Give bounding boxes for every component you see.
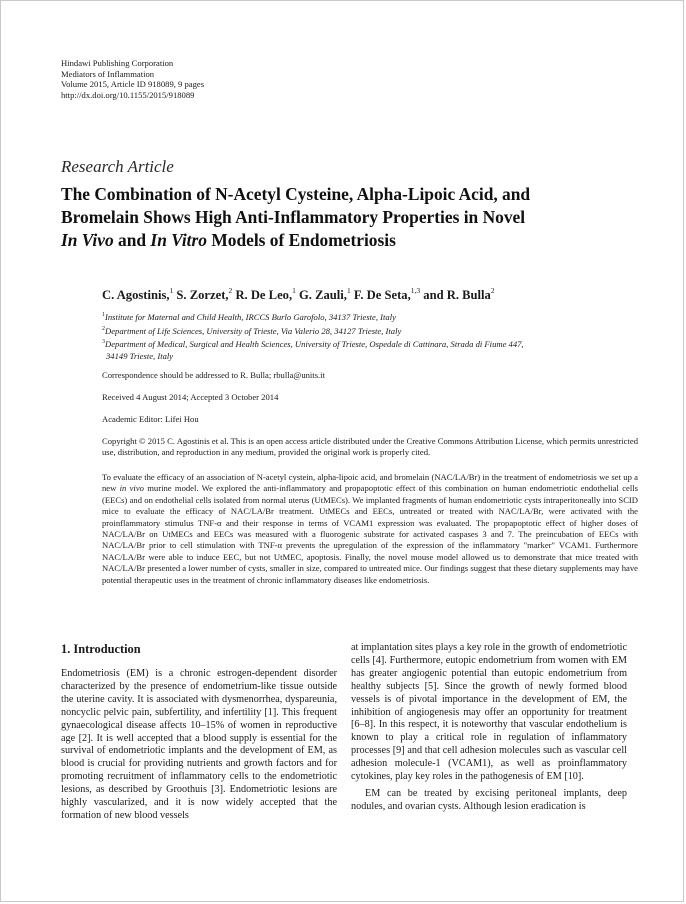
title-rest: Models of Endometriosis [206,230,396,250]
left-column [61,642,337,823]
correspondence: Correspondence should be addressed to R. Bulla; rbulla@units.it [102,370,325,380]
author: F. De Seta, [350,288,411,302]
affil-text: Institute for Maternal and Child Health, IRCCS Burlo Garofolo, 34137 Trieste, Italy [105,312,396,322]
intro-paragraph-2: EM can be treated by excising peritoneal implants, deep nodules, and ovarian cysts. Although lesion eradication is [351,787,627,812]
author: C. Agostinis, [102,288,170,302]
affiliations [102,310,642,362]
author-affil-sup: 2 [228,286,233,295]
academic-editor: Academic Editor: Lifei Hou [102,414,199,424]
copyright-notice: Copyright © 2015 C. Agostinis et al. This is an open access article distributed under the Creative Commons Attribution License, which permits unrestricted use, distribution, and reproduction in any medium, provided the original work is properly cited. [102,436,638,458]
title-line-1: The Combination of N-Acetyl Cysteine, Alpha-Lipoic Acid, and [61,184,531,204]
article-type: Research Article [61,157,174,176]
journal-header [61,58,204,100]
affil-sup: 3 [102,339,105,346]
author-affil-sup: 1 [169,286,174,295]
affiliation-3-cont: 34149 Trieste, Italy [106,350,174,361]
abstract-text-a: To evaluate the efficacy of an association of N-acetyl cystein, alpha-lipoic acid, and bromelain (NAC/LA/Br) in the treatment of endometriosis we set up a new [102,472,638,494]
received-dates: Received 4 August 2014; Accepted 3 October 2014 [102,392,279,402]
title-line-2: Bromelain Shows High Anti-Inflammatory Properties in Novel [61,207,526,227]
affil-text: Department of Life Sciences, University of Trieste, Via Valerio 28, 34127 Trieste, Italy [105,325,402,336]
author-affil-sup: 1 [292,286,296,295]
intro-paragraph-1-cont: at implantation sites plays a key role in the growth of endometriotic cells [4]. Furthermore, eutopic endometrium from women with EM has greater angiogenic potential than eutopic endometrium from healthy subjects [5]. Since the growth of newly formed blood vessels is of pivotal importance in the development of EM, the inhibition of angiogenesis may offer an opportunity for treatment [6–8]. In this respect, it is noteworthy that vascular endothelium is known to play a critical role in regulation of inflammatory processes [9] and that cell adhesion molecules such as vascular cell adhesion molecule-1 (VCAM1), as well as proinflammatory cytokines, play key roles in the pathogenesis of EM [10]. [351,642,627,783]
abstract [102,472,638,586]
title-line-3 [61,229,651,252]
title-and: and [113,230,151,250]
paper-title [61,183,651,252]
title-italic-in-vitro: In Vitro [150,230,207,250]
author: and R. Bulla [420,288,491,302]
abstract-italic: in vivo [119,483,144,494]
affiliation-3 [102,337,642,351]
journal-name: Mediators of Inflammation [61,68,155,79]
abstract-text-b: murine model. We explored the anti-inflammatory and propapoptotic effect of this combination on human endometriotic endothelial cells (EECs) and on endothelial cells isolated from normal uterus (UtMECs). We implanted fragments of human endometriotic cysts intraperitoneally into SCID mice to evaluate the efficacy of NAC/LA/Br treatment. UtMECs and EECs, untreated or treated with NAC/LA/Br, were activated with the proinflammatory stimulus TNF-α and their response in terms of VCAM1 expression was evaluated. The propapoptotic effect of higher doses of NAC/LA/Br on UtMECs and EECs was measured with a fluorogenic substrate for activated caspases 3 and 7. The preincubation of EECs with NAC/LA/Br prior to cell stimulation with TNF-α prevents the upregulation of the expression of the inflammatory "marker" VCAM1. Furthermore NAC/LA/Br were able to induce EEC, but not UtMEC, apoptosis. Finally, the novel mouse model allowed us to demonstrate that mice treated with NAC/LA/Br presented a lower number of cysts, smaller in size, compared to untreated mice. Our findings suggest that these dietary supplements may have potential therapeutic uses in the treatment of chronic inflammatory diseases like endometriosis. [102,483,638,585]
publisher-name: Hindawi Publishing Corporation [61,58,174,68]
author: R. De Leo, [232,288,293,302]
section-heading-introduction: 1. Introduction [61,642,141,656]
title-italic-in-vivo: In Vivo [61,230,114,250]
affil-sup: 2 [102,325,105,332]
author-list [102,286,495,303]
author-affil-sup: 1,3 [410,286,421,295]
author-affil-sup: 2 [490,286,495,295]
author: G. Zauli, [295,288,347,302]
affil-text: Department of Medical, Surgical and Health Sciences, University of Trieste, Ospedale di Cattinara, Strada di Fiume 447, [105,339,524,350]
affiliation-2 [102,324,642,338]
author: S. Zorzet, [173,288,229,302]
intro-paragraph-1: Endometriosis (EM) is a chronic estrogen-dependent disorder characterized by the presence of endometrium-like tissue outside the uterine cavity. It is associated with dysmenorrhea, dyspareunia, noncyclic pelvic pain, subfertility, and infertility [1]. This frequent gynaecological disease affects 10–15% of women in reproductive age [2]. It is well accepted that a blood supply is essential for the survival of endometriotic implants and the development of EM, as blood is crucial for providing nutrients and growth factors and for promoting recruitment of inflammatory cells to the endometriotic lesions, as described by Groothuis [3]. Endometriotic lesions are highly vascularized, and it is now widely accepted that the formation of new blood vessels [61,668,337,821]
doi-link[interactable]: http://dx.doi.org/10.1155/2015/918089 [61,89,195,100]
right-column [351,642,627,814]
volume-info: Volume 2015, Article ID 918089, 9 pages [61,79,205,90]
author-affil-sup: 1 [346,286,351,295]
affil-sup: 1 [102,312,105,318]
affiliation-1 [102,310,642,324]
